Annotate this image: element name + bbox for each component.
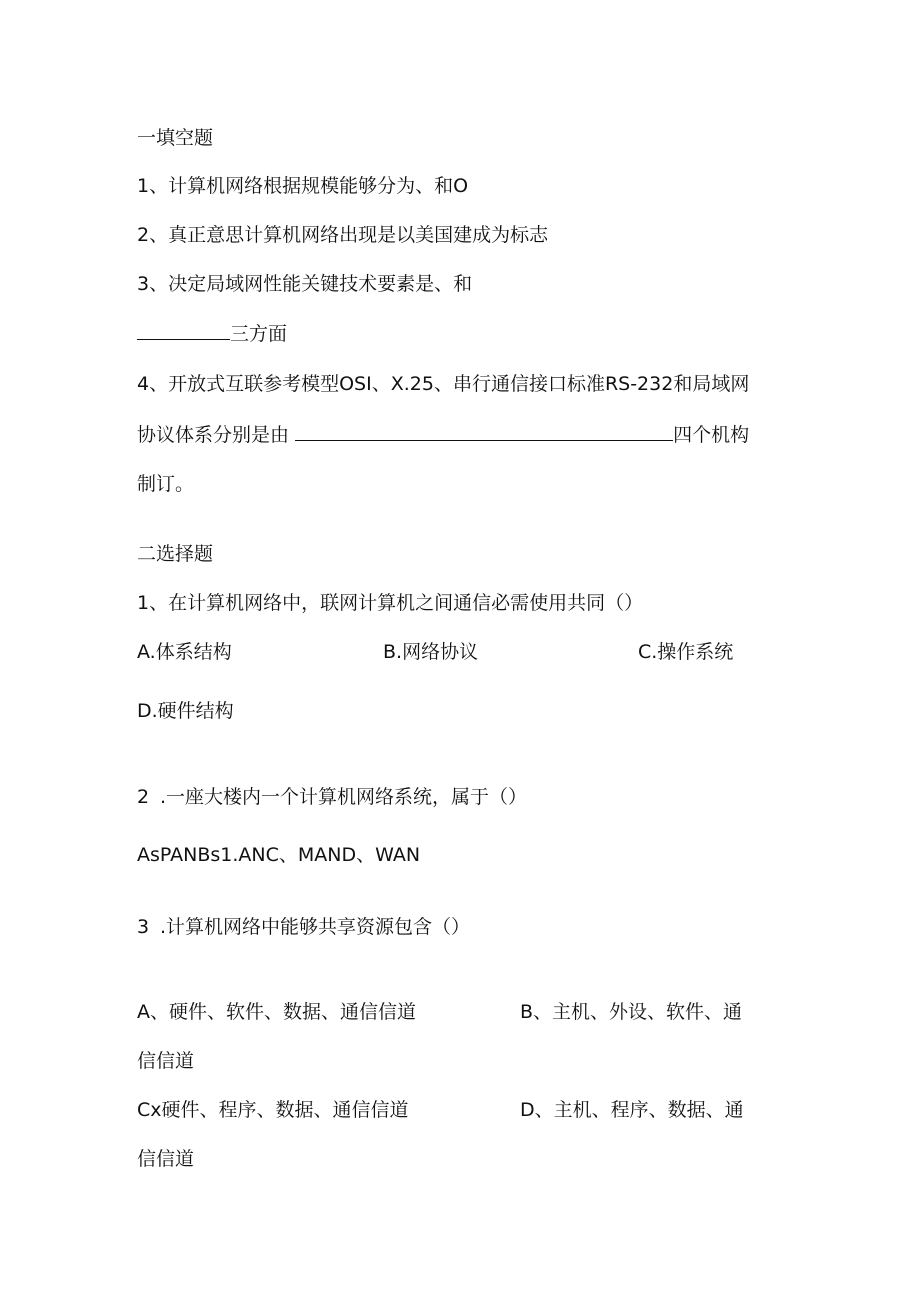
mc-question-3-option-b: B、主机、外设、软件、通 (520, 1001, 743, 1023)
mc-question-3-option-a: A、硬件、软件、数据、通信信道 (137, 1001, 416, 1023)
question-3-tail: 三方面 (230, 323, 288, 345)
answer-blank (137, 321, 230, 340)
mc-question-1-option-c: C.操作系统 (638, 641, 734, 663)
question-4-text: 4、开放式互联参考模型OSI、X.25、串行通信接口标准RS-232和局域网 (137, 373, 750, 395)
mc-question-1-option-d: D.硬件结构 (137, 700, 234, 722)
mc-question-3-option-d-wrap: 信信道 (137, 1148, 195, 1170)
question-3-text: 3、决定局域网性能关键技术要素是、和 (137, 273, 473, 295)
section-heading-multiple-choice: 二选择题 (137, 543, 214, 565)
question-2-text: 2、真正意思计算机网络出现是以美国建成为标志 (137, 224, 549, 246)
section-heading-fill-blank: 一填空题 (137, 127, 214, 149)
mc-question-1-stem: 1、在计算机网络中，联网计算机之间通信必需使用共同（） (137, 592, 644, 614)
question-4-line2-start: 协议体系分别是由 (137, 424, 290, 446)
question-1-text: 1、计算机网络根据规模能够分为、和O (137, 175, 469, 197)
question-3-continuation (137, 321, 287, 346)
question-4-line3: 制订。 (137, 473, 195, 495)
mc-question-3-number: 3 (137, 916, 150, 938)
mc-question-1-option-b: B.网络协议 (383, 641, 479, 663)
question-4-line2 (137, 422, 749, 447)
question-4-line2-end: 四个机构 (673, 424, 750, 446)
mc-question-2-stem: .一座大楼内一个计算机网络系统，属于（） (160, 786, 528, 808)
mc-question-3-option-c: Cx硬件、程序、数据、通信信道 (137, 1099, 409, 1121)
mc-question-2-number: 2 (137, 786, 150, 808)
mc-question-3-option-b-wrap: 信信道 (137, 1050, 195, 1072)
mc-question-3-option-d: D、主机、程序、数据、通 (520, 1099, 744, 1121)
mc-question-3-stem: .计算机网络中能够共享资源包含（） (160, 916, 471, 938)
mc-question-2-options: AsPANBs1.ANC、MAND、WAN (137, 844, 421, 866)
mc-question-1-option-a: A.体系结构 (137, 641, 232, 663)
answer-blank (295, 422, 673, 441)
